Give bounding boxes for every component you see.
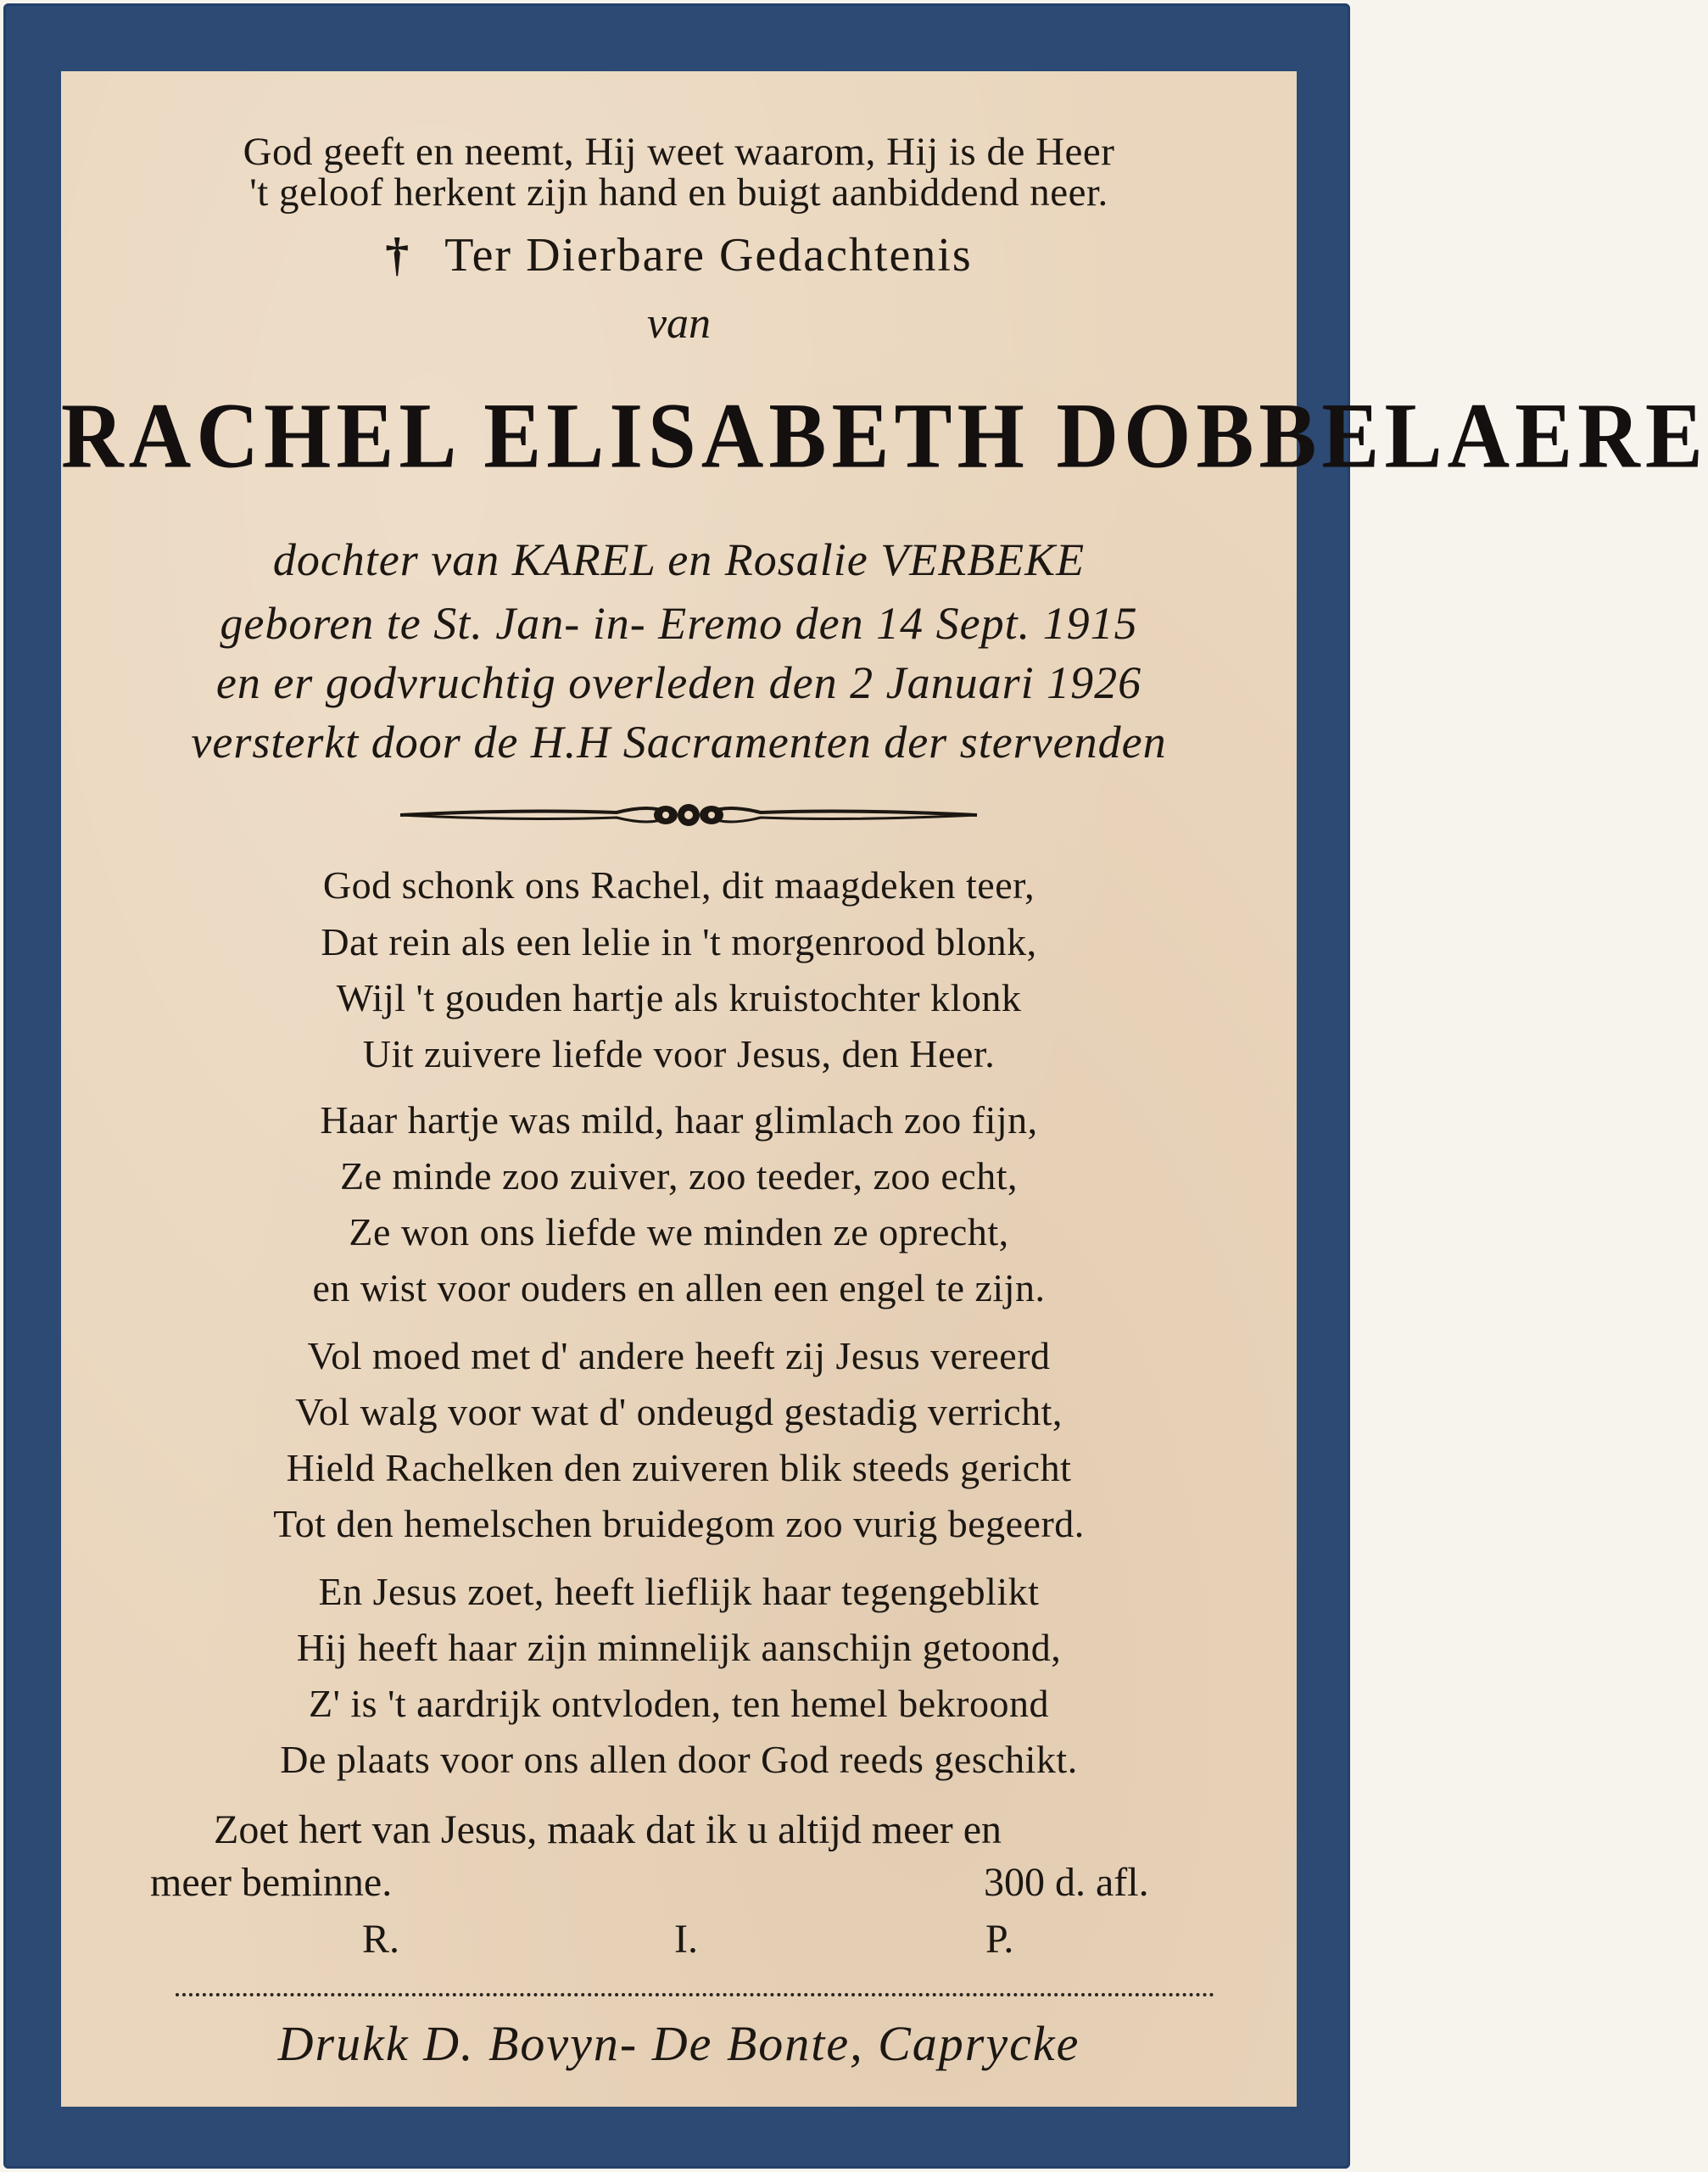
poem-line: Vol walg voor wat d' ondeugd gestadig verricht,: [295, 1390, 1063, 1433]
card-paper: [61, 71, 1708, 2107]
deceased-name: RACHEL ELISABETH DOBBELAERE: [61, 384, 1708, 489]
epigraph-line-2: 't geloof herkent zijn hand en buigt aanbiddend neer.: [249, 170, 1108, 215]
poem-line: Dat rein als een lelie in 't morgenrood blonk,: [321, 920, 1037, 963]
indulgence-days: 300 d. afl.: [984, 1860, 1149, 1905]
rip-i: I.: [674, 1917, 698, 1962]
poem-line: De plaats voor ons allen door God reeds geschikt.: [280, 1738, 1078, 1781]
cross-icon: †: [385, 229, 411, 282]
dotted-divider: [176, 1993, 1214, 1996]
dedication-van: van: [646, 299, 712, 348]
poem-line: Z' is 't aardrijk ontvloden, ten hemel bekroond: [309, 1682, 1049, 1725]
poem-line: Uit zuivere liefde voor Jesus, den Heer.: [362, 1032, 996, 1075]
poem-line: Ze minde zoo zuiver, zoo teeder, zoo echt,: [340, 1154, 1018, 1198]
bio-line-died: en er godvruchtig overleden den 2 Januari 1926: [215, 657, 1142, 708]
poem-line: Tot den hemelschen bruidegom zoo vurig begeerd.: [273, 1502, 1085, 1545]
prayer-line-2: meer beminne.: [150, 1860, 393, 1905]
poem-line: Haar hartje was mild, haar glimlach zoo fijn,: [320, 1098, 1038, 1142]
poem-line: God schonk ons Rachel, dit maagdeken teer,: [322, 863, 1035, 907]
memorial-card: [3, 3, 1708, 2169]
poem-line: Wijl 't gouden hartje als kruistochter klonk: [336, 976, 1022, 1019]
poem-line: Hield Rachelken den zuiveren blik steeds gericht: [286, 1446, 1072, 1489]
printer-credit: Drukk D. Bovyn- De Bonte, Caprycke: [277, 2016, 1080, 2071]
rip-p: P.: [985, 1917, 1014, 1962]
poem-line: Ze won ons liefde we minden ze oprecht,: [349, 1210, 1009, 1254]
prayer-line-1: Zoet hert van Jesus, maak dat ik u altijd meer en: [214, 1807, 1002, 1852]
bio-line-born: geboren te St. Jan- in- Eremo den 14 Sept. 1915: [220, 598, 1138, 649]
dedication-text: Ter Dierbare Gedachtenis: [444, 229, 973, 282]
bio-line-parents: dochter van KAREL en Rosalie VERBEKE: [272, 534, 1086, 585]
rip-r: R.: [362, 1917, 400, 1962]
ornament-divider: [396, 794, 981, 836]
bio-line-sacraments: versterkt door de H.H Sacramenten der stervenden: [191, 717, 1167, 768]
epigraph-line-1: God geeft en neemt, Hij weet waarom, Hij is de Heer: [243, 130, 1115, 174]
dedication-heading: [61, 228, 1297, 282]
poem-line: Hij heeft haar zijn minnelijk aanschijn getoond,: [296, 1626, 1062, 1669]
poem-line: Vol moed met d' andere heeft zij Jesus vereerd: [307, 1334, 1051, 1377]
poem-line: en wist voor ouders en allen een engel te zijn.: [312, 1266, 1046, 1309]
poem-line: En Jesus zoet, heeft lieflijk haar tegengeblikt: [318, 1570, 1040, 1613]
